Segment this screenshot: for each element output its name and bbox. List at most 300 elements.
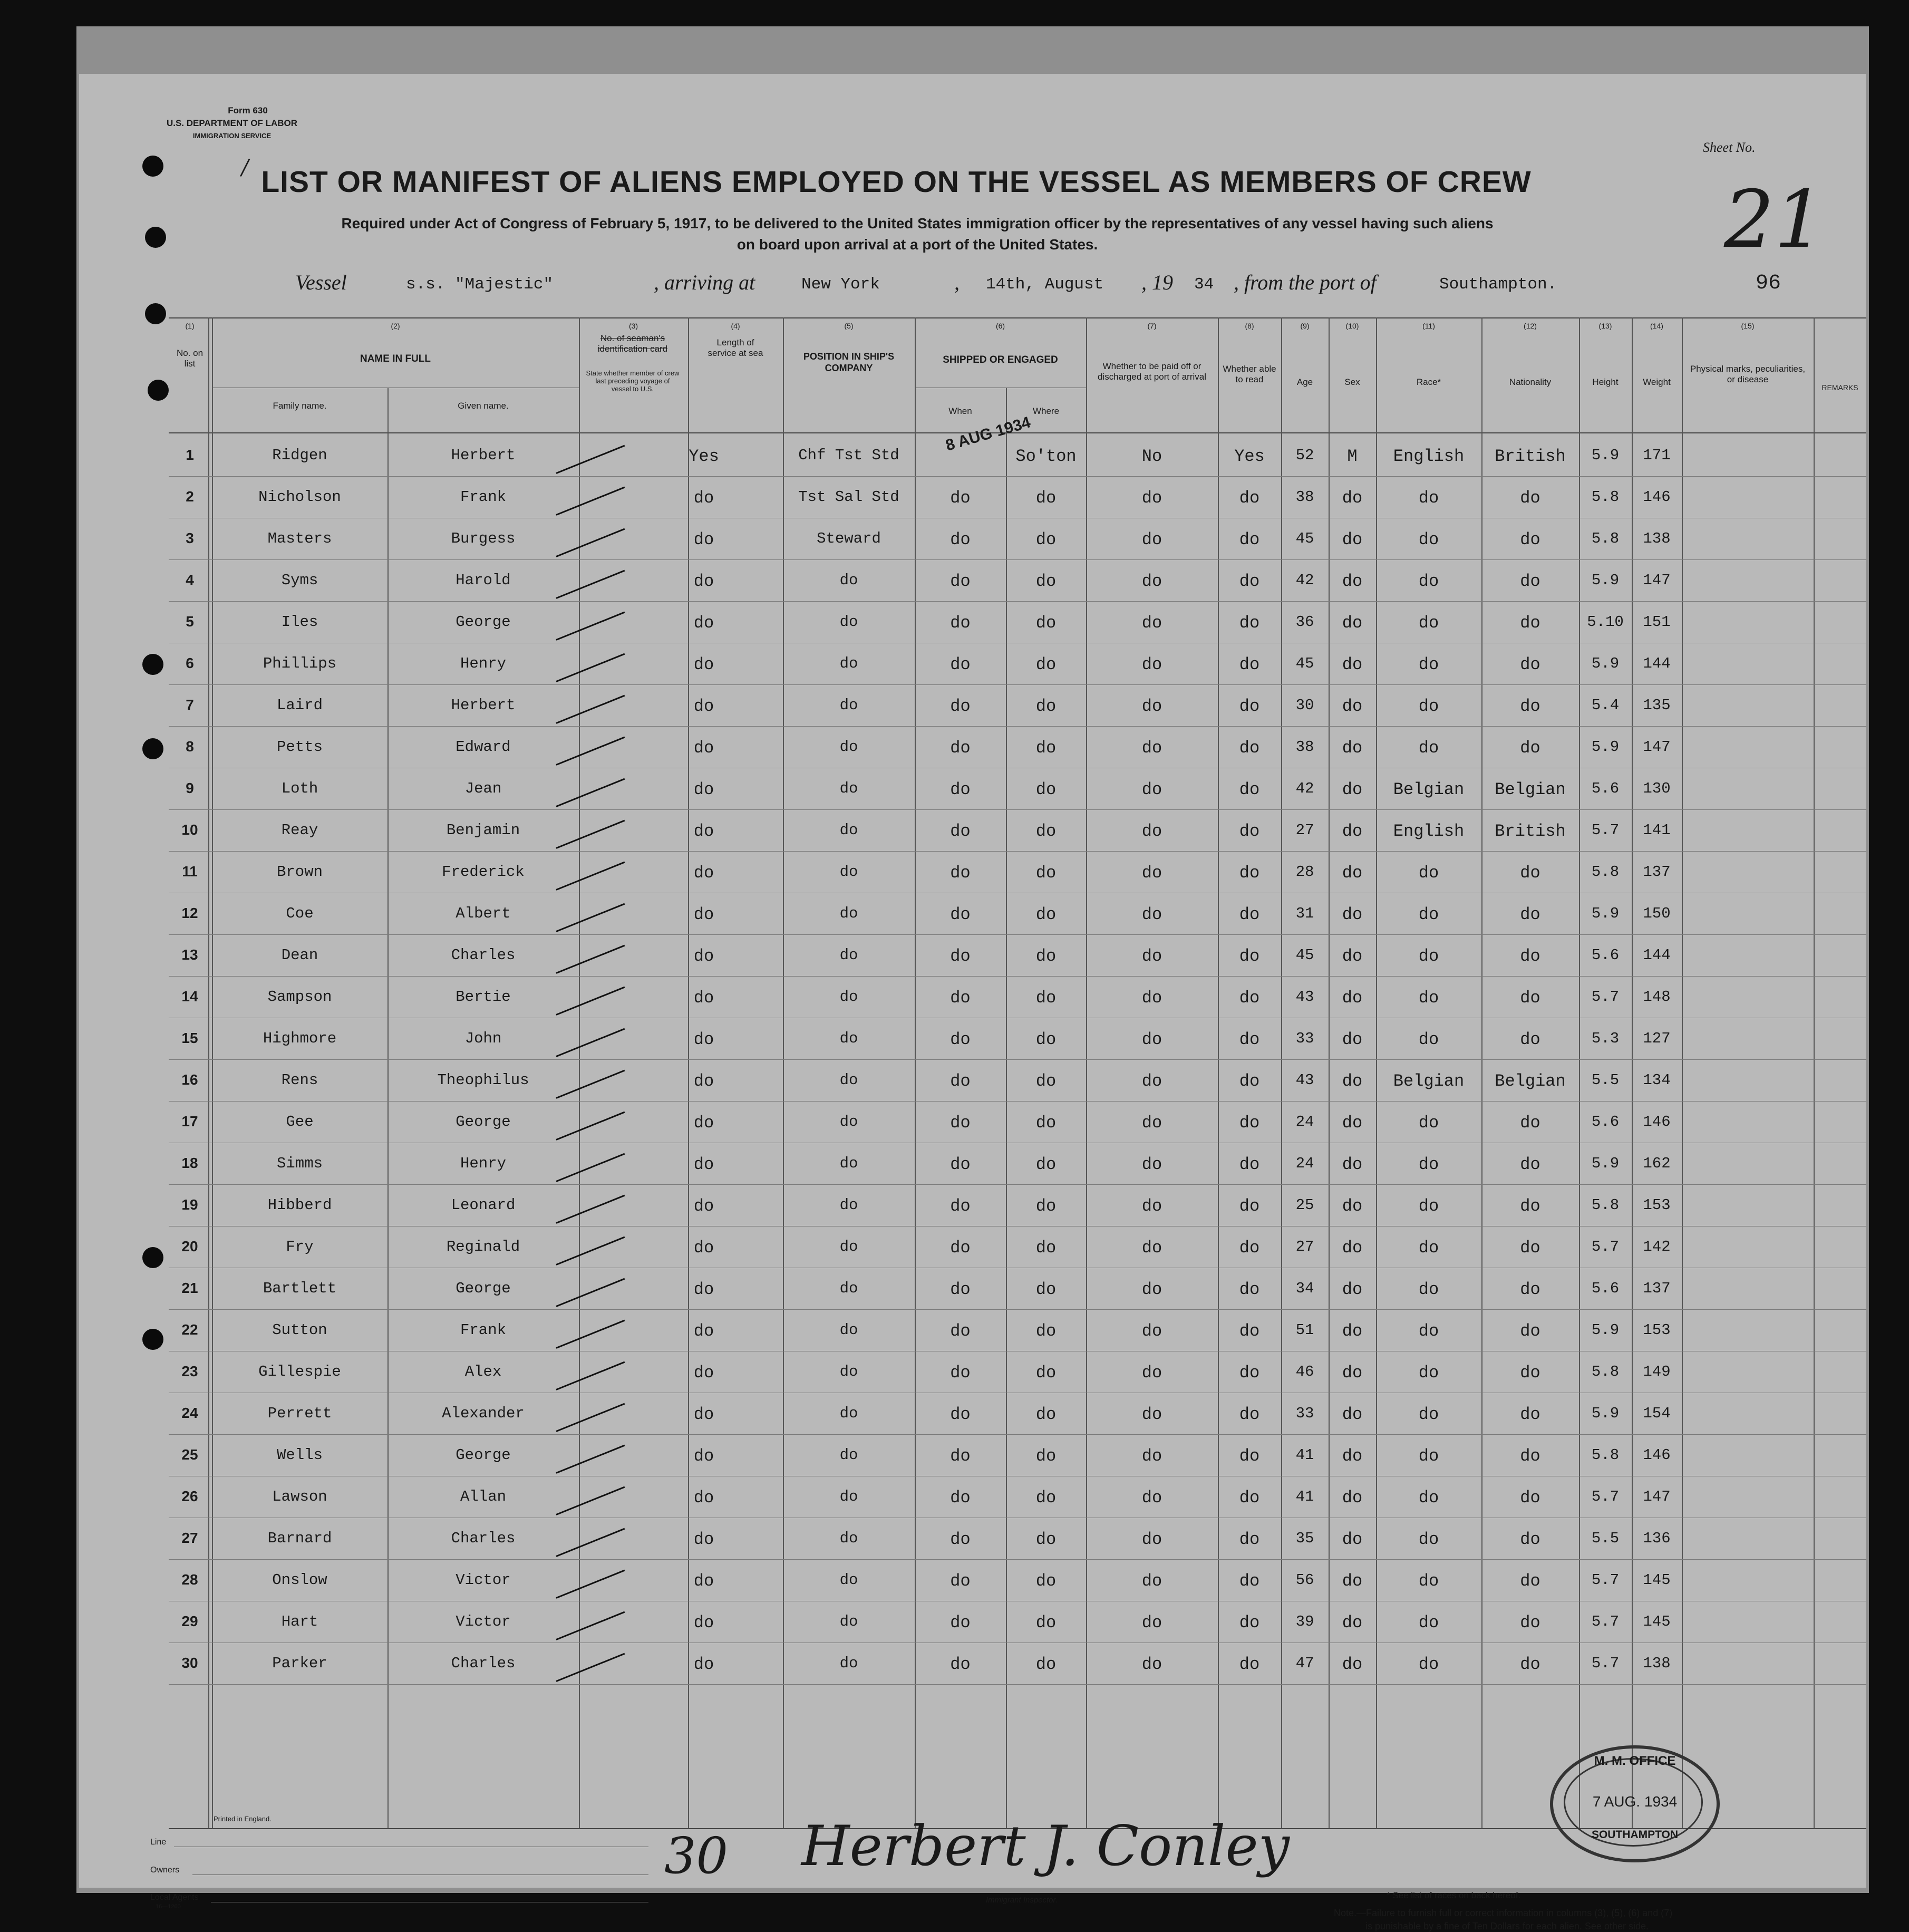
cell-where: do bbox=[1035, 863, 1057, 883]
cell-family: Onslow bbox=[272, 1571, 327, 1589]
table-row bbox=[79, 852, 1866, 893]
cell-where: do bbox=[1035, 1613, 1057, 1632]
cell-where: do bbox=[1035, 1155, 1057, 1174]
cell-race: English bbox=[1393, 822, 1465, 841]
cell-read: do bbox=[1239, 1071, 1260, 1091]
cell-card: Yes bbox=[689, 447, 719, 466]
cell-race: Belgian bbox=[1393, 780, 1465, 799]
cell-age: 36 bbox=[1295, 613, 1314, 631]
cell-pos: do bbox=[839, 946, 858, 964]
cell-when: do bbox=[950, 1613, 971, 1632]
cell-race: do bbox=[1418, 1113, 1439, 1133]
cell-read: do bbox=[1239, 1238, 1260, 1258]
cell-pos: do bbox=[839, 1113, 858, 1131]
cell-family: Brown bbox=[276, 863, 323, 881]
cell-given: Charles bbox=[451, 1530, 516, 1547]
cell-sex: do bbox=[1342, 697, 1363, 716]
cell-race: do bbox=[1418, 1155, 1439, 1174]
cell-paid: do bbox=[1141, 1030, 1162, 1049]
cell-family: Highmore bbox=[263, 1030, 337, 1047]
cell-read: do bbox=[1239, 1488, 1260, 1508]
cell-pos: do bbox=[839, 905, 858, 922]
arrival-date: 14th, August bbox=[986, 275, 1104, 294]
cell-pos: do bbox=[839, 1446, 858, 1464]
cell-age: 33 bbox=[1295, 1030, 1314, 1047]
cell-card: do bbox=[693, 655, 714, 674]
cell-paid: do bbox=[1141, 1071, 1162, 1091]
cell-n: 9 bbox=[186, 780, 194, 796]
cell-race: do bbox=[1418, 1030, 1439, 1049]
cell-given: Jean bbox=[464, 780, 502, 797]
col-num-7: (7) bbox=[1147, 322, 1157, 330]
cell-paid: do bbox=[1141, 822, 1162, 841]
cell-given: Harold bbox=[456, 572, 511, 589]
cell-read: do bbox=[1239, 530, 1260, 549]
cell-paid: do bbox=[1141, 1321, 1162, 1341]
cell-nat: do bbox=[1520, 1363, 1540, 1383]
cell-race: do bbox=[1418, 530, 1439, 549]
cell-age: 42 bbox=[1295, 780, 1314, 797]
cell-where: do bbox=[1035, 1113, 1057, 1133]
cell-paid: do bbox=[1141, 613, 1162, 633]
cell-height: 5.9 bbox=[1591, 447, 1620, 464]
cell-when: do bbox=[950, 1655, 971, 1674]
cell-sex: do bbox=[1342, 1321, 1363, 1341]
cell-age: 43 bbox=[1295, 1071, 1314, 1089]
cell-weight: 171 bbox=[1643, 447, 1671, 464]
cell-n: 4 bbox=[186, 572, 194, 588]
cell-when: do bbox=[950, 613, 971, 633]
cell-height: 5.7 bbox=[1591, 1571, 1620, 1589]
header-name-in-full: NAME IN FULL bbox=[360, 353, 431, 364]
cell-family: Fry bbox=[286, 1238, 314, 1255]
cell-nat: Belgian bbox=[1495, 1071, 1566, 1091]
cell-weight: 134 bbox=[1643, 1071, 1671, 1089]
cell-age: 33 bbox=[1295, 1405, 1314, 1422]
cell-height: 5.7 bbox=[1591, 1613, 1620, 1630]
printed-note: Printed in England. bbox=[214, 1815, 272, 1823]
table-row bbox=[79, 685, 1866, 726]
cell-age: 41 bbox=[1295, 1488, 1314, 1505]
cell-race: do bbox=[1418, 613, 1439, 633]
cell-race: do bbox=[1418, 1571, 1439, 1591]
col-num-3: (3) bbox=[628, 322, 638, 330]
cell-when: do bbox=[950, 1280, 971, 1299]
cell-where: do bbox=[1035, 1571, 1057, 1591]
cell-family: Dean bbox=[281, 946, 318, 964]
cell-card: do bbox=[693, 1238, 714, 1258]
cell-read: do bbox=[1239, 822, 1260, 841]
table-row bbox=[79, 1185, 1866, 1226]
table-row bbox=[79, 1226, 1866, 1268]
arriving-label: , arriving at bbox=[654, 271, 755, 294]
cell-family: Iles bbox=[281, 613, 318, 631]
cell-n: 28 bbox=[181, 1571, 198, 1588]
cell-paid: do bbox=[1141, 697, 1162, 716]
cell-n: 18 bbox=[181, 1155, 198, 1171]
fine-note-2: is punishable by a fine of Ten Dollars for each alien. See other side. bbox=[1365, 1921, 1649, 1931]
cell-height: 5.8 bbox=[1591, 1363, 1620, 1380]
cell-weight: 144 bbox=[1643, 655, 1671, 672]
cell-sex: do bbox=[1342, 572, 1363, 591]
cell-given: Herbert bbox=[451, 697, 516, 714]
cell-age: 25 bbox=[1295, 1196, 1314, 1214]
header-height: Height bbox=[1592, 377, 1619, 387]
cell-paid: do bbox=[1141, 863, 1162, 883]
header-when: When bbox=[948, 406, 972, 416]
cell-when: do bbox=[950, 655, 971, 674]
cell-age: 42 bbox=[1295, 572, 1314, 589]
cell-pos: do bbox=[839, 780, 858, 797]
cell-read: do bbox=[1239, 655, 1260, 674]
cell-paid: do bbox=[1141, 780, 1162, 799]
cell-race: do bbox=[1418, 1280, 1439, 1299]
cell-read: do bbox=[1239, 780, 1260, 799]
cell-nat: do bbox=[1520, 988, 1540, 1008]
table-row bbox=[79, 1518, 1866, 1559]
cell-where: do bbox=[1035, 1655, 1057, 1674]
cell-family: Sutton bbox=[272, 1321, 327, 1339]
cell-nat: do bbox=[1520, 572, 1540, 591]
table-row bbox=[79, 1560, 1866, 1601]
cell-where: do bbox=[1035, 1238, 1057, 1258]
cell-weight: 145 bbox=[1643, 1613, 1671, 1630]
cell-race: do bbox=[1418, 905, 1439, 924]
cell-where: do bbox=[1035, 1530, 1057, 1549]
cell-paid: do bbox=[1141, 1488, 1162, 1508]
cell-where: do bbox=[1035, 780, 1057, 799]
cell-when: do bbox=[950, 1363, 971, 1383]
cell-height: 5.9 bbox=[1591, 1155, 1620, 1172]
cell-nat: do bbox=[1520, 530, 1540, 549]
cell-weight: 162 bbox=[1643, 1155, 1671, 1172]
punch-hole bbox=[148, 380, 169, 401]
inspector-label: Immigrant Inspector. bbox=[986, 1896, 1058, 1905]
cell-sex: do bbox=[1342, 1446, 1363, 1466]
col-num-15: (15) bbox=[1741, 322, 1755, 330]
cell-height: 5.7 bbox=[1591, 988, 1620, 1006]
cell-family: Nicholson bbox=[258, 488, 341, 506]
cell-given: Alex bbox=[464, 1363, 502, 1380]
stamp-bottom-text: SOUTHAMPTON bbox=[1591, 1829, 1679, 1841]
cell-pos: Steward bbox=[817, 530, 881, 547]
col-num-9: (9) bbox=[1300, 322, 1310, 330]
cell-where: do bbox=[1035, 1030, 1057, 1049]
cell-given: Edward bbox=[456, 738, 511, 756]
cell-pos: do bbox=[839, 697, 858, 714]
cell-where: do bbox=[1035, 905, 1057, 924]
total-count: 30 bbox=[664, 1827, 728, 1885]
cell-sex: do bbox=[1342, 1280, 1363, 1299]
page-title: LIST OR MANIFEST OF ALIENS EMPLOYED ON THE VESSEL AS MEMBERS OF CREW bbox=[261, 165, 1532, 199]
cell-weight: 146 bbox=[1643, 1446, 1671, 1464]
cell-weight: 138 bbox=[1643, 1655, 1671, 1672]
cell-read: do bbox=[1239, 738, 1260, 758]
cell-family: Gee bbox=[286, 1113, 314, 1131]
tick-mark: / bbox=[241, 156, 249, 180]
cell-card: do bbox=[693, 822, 714, 841]
cell-age: 30 bbox=[1295, 697, 1314, 714]
cell-read: do bbox=[1239, 1530, 1260, 1549]
cell-sex: do bbox=[1342, 1196, 1363, 1216]
cell-card: do bbox=[693, 1113, 714, 1133]
cell-given: Henry bbox=[460, 1155, 506, 1172]
cell-when: do bbox=[950, 1155, 971, 1174]
cell-nat: British bbox=[1495, 447, 1566, 466]
cell-pos: do bbox=[839, 1571, 858, 1589]
cell-read: do bbox=[1239, 572, 1260, 591]
cell-age: 28 bbox=[1295, 863, 1314, 881]
cell-family: Syms bbox=[281, 572, 318, 589]
cell-pos: do bbox=[839, 655, 858, 672]
page-number: 96 bbox=[1756, 272, 1781, 295]
cell-read: do bbox=[1239, 1571, 1260, 1591]
cell-when: do bbox=[950, 988, 971, 1008]
cell-race: do bbox=[1418, 1321, 1439, 1341]
table-row bbox=[79, 1102, 1866, 1143]
cell-age: 45 bbox=[1295, 655, 1314, 672]
cell-sex: do bbox=[1342, 822, 1363, 841]
cell-nat: do bbox=[1520, 905, 1540, 924]
table-row bbox=[79, 810, 1866, 851]
cell-paid: do bbox=[1141, 988, 1162, 1008]
cell-pos: do bbox=[839, 572, 858, 589]
cell-pos: do bbox=[839, 1321, 858, 1339]
row-rule bbox=[169, 1684, 1866, 1685]
cell-family: Simms bbox=[276, 1155, 323, 1172]
cell-height: 5.7 bbox=[1591, 1488, 1620, 1505]
header-position: POSITION IN SHIP'S COMPANY bbox=[803, 351, 895, 373]
cell-race: do bbox=[1418, 1446, 1439, 1466]
cell-height: 5.6 bbox=[1591, 780, 1620, 797]
cell-read: do bbox=[1239, 1446, 1260, 1466]
cell-card: do bbox=[693, 1155, 714, 1174]
cell-given: Reginald bbox=[446, 1238, 520, 1255]
cell-pos: do bbox=[839, 1155, 858, 1172]
cell-where: do bbox=[1035, 988, 1057, 1008]
cell-weight: 149 bbox=[1643, 1363, 1671, 1380]
from-label: , from the port of bbox=[1234, 271, 1377, 294]
table-row bbox=[79, 935, 1866, 976]
cell-where: do bbox=[1035, 572, 1057, 591]
cell-card: do bbox=[693, 530, 714, 549]
cell-n: 11 bbox=[182, 863, 198, 880]
punch-hole bbox=[145, 303, 166, 324]
cell-card: do bbox=[693, 1071, 714, 1091]
cell-weight: 147 bbox=[1643, 738, 1671, 756]
cell-nat: do bbox=[1520, 1030, 1540, 1049]
cell-nat: do bbox=[1520, 738, 1540, 758]
cell-paid: do bbox=[1141, 738, 1162, 758]
cell-given: George bbox=[456, 1113, 511, 1131]
cell-paid: do bbox=[1141, 1571, 1162, 1591]
cell-given: Burgess bbox=[451, 530, 516, 547]
cell-sex: do bbox=[1342, 530, 1363, 549]
cell-height: 5.6 bbox=[1591, 1113, 1620, 1131]
cell-read: do bbox=[1239, 1613, 1260, 1632]
cell-family: Phillips bbox=[263, 655, 337, 672]
cell-given: Alexander bbox=[442, 1405, 525, 1422]
cell-when: do bbox=[950, 1571, 971, 1591]
cell-n: 12 bbox=[181, 905, 198, 921]
cell-card: do bbox=[693, 780, 714, 799]
cell-nat: do bbox=[1520, 1238, 1540, 1258]
cell-race: do bbox=[1418, 1530, 1439, 1549]
cell-card: do bbox=[693, 1280, 714, 1299]
form-identifier bbox=[142, 104, 322, 142]
department: U.S. DEPARTMENT OF LABOR bbox=[166, 118, 298, 128]
cell-card: do bbox=[693, 1196, 714, 1216]
service: IMMIGRATION SERVICE bbox=[192, 132, 272, 140]
cell-n: 7 bbox=[186, 697, 194, 713]
cell-pos: do bbox=[839, 1280, 858, 1297]
header-seaman-card: No. of seaman's identification card bbox=[597, 333, 668, 354]
cell-n: 23 bbox=[181, 1363, 198, 1379]
cell-where: So'ton bbox=[1015, 447, 1077, 466]
cell-weight: 144 bbox=[1643, 946, 1671, 964]
cell-card: do bbox=[693, 1363, 714, 1383]
cell-weight: 136 bbox=[1643, 1530, 1671, 1547]
cell-race: do bbox=[1418, 1238, 1439, 1258]
cell-read: do bbox=[1239, 1196, 1260, 1216]
cell-weight: 145 bbox=[1643, 1571, 1671, 1589]
cell-n: 27 bbox=[181, 1530, 198, 1546]
cell-paid: do bbox=[1141, 1196, 1162, 1216]
cell-when: do bbox=[950, 780, 971, 799]
cell-n: 8 bbox=[186, 738, 194, 755]
cell-n: 16 bbox=[181, 1071, 198, 1088]
cell-family: Masters bbox=[267, 530, 332, 547]
cell-height: 5.5 bbox=[1591, 1530, 1620, 1547]
cell-given: Charles bbox=[451, 946, 516, 964]
cell-card: do bbox=[693, 1446, 714, 1466]
cell-n: 25 bbox=[181, 1446, 198, 1463]
cell-where: do bbox=[1035, 613, 1057, 633]
cell-paid: do bbox=[1141, 572, 1162, 591]
col-num-14: (14) bbox=[1650, 322, 1663, 330]
header-given-name: Given name. bbox=[458, 401, 509, 411]
cell-weight: 127 bbox=[1643, 1030, 1671, 1047]
cell-family: Hibberd bbox=[267, 1196, 332, 1214]
cell-given: Frederick bbox=[442, 863, 525, 881]
cell-read: do bbox=[1239, 697, 1260, 716]
cell-n: 21 bbox=[181, 1280, 198, 1296]
cell-age: 39 bbox=[1295, 1613, 1314, 1630]
cell-height: 5.9 bbox=[1591, 655, 1620, 672]
cell-read: do bbox=[1239, 946, 1260, 966]
cell-n: 15 bbox=[181, 1030, 198, 1046]
year-prefix: , 19 bbox=[1141, 271, 1173, 294]
subtitle-line-1: Required under Act of Congress of February 5, 1917, to be delivered to the United States immigration officer by the representatives of any vessel having such aliens bbox=[341, 215, 1494, 231]
cell-nat: do bbox=[1520, 1530, 1540, 1549]
cell-read: do bbox=[1239, 988, 1260, 1008]
table-row bbox=[79, 1351, 1866, 1393]
cell-nat: do bbox=[1520, 1488, 1540, 1508]
table-row bbox=[79, 768, 1866, 809]
cell-sex: do bbox=[1342, 1071, 1363, 1091]
cell-where: do bbox=[1035, 697, 1057, 716]
cell-race: do bbox=[1418, 1405, 1439, 1424]
cell-read: do bbox=[1239, 1030, 1260, 1049]
header-no-on-list: No. on list bbox=[176, 348, 204, 369]
cell-sex: do bbox=[1342, 1113, 1363, 1133]
cell-card: do bbox=[693, 905, 714, 924]
cell-paid: do bbox=[1141, 1113, 1162, 1133]
cell-sex: do bbox=[1342, 1571, 1363, 1591]
header-nationality: Nationality bbox=[1509, 377, 1552, 387]
cell-age: 52 bbox=[1295, 447, 1314, 464]
cell-family: Wells bbox=[276, 1446, 323, 1464]
cell-nat: do bbox=[1520, 1155, 1540, 1174]
footer-form-code: 16—1260 bbox=[156, 1904, 181, 1910]
cell-race: do bbox=[1418, 738, 1439, 758]
cell-height: 5.6 bbox=[1591, 946, 1620, 964]
cell-where: do bbox=[1035, 1446, 1057, 1466]
cell-given: Bertie bbox=[456, 988, 511, 1006]
stamp-date-text: 7 AUG. 1934 bbox=[1592, 1793, 1678, 1810]
cell-given: John bbox=[464, 1030, 502, 1047]
cell-sex: M bbox=[1347, 447, 1358, 466]
cell-age: 45 bbox=[1295, 946, 1314, 964]
table-top-rule bbox=[169, 317, 1866, 318]
cell-when: do bbox=[950, 822, 971, 841]
cell-pos: do bbox=[839, 1613, 858, 1630]
cell-nat: do bbox=[1520, 488, 1540, 508]
sheet-number: 21 bbox=[1724, 174, 1825, 266]
cell-age: 56 bbox=[1295, 1571, 1314, 1589]
manifest-sheet: Form 630 U.S. DEPARTMENT OF LABOR IMMIGRATION SERVICE / Sheet No. 21 96 LIST OR MANIFEST OF ALIENS EMPLOYED ON THE VESSEL AS MEMBERS OF CREW Required under Act of Congress of February 5, 1917, to be delivered to the United States immigration officer by the representatives of any vessel having such aliens on board upon arrival at a port of the United States. Vessel s.s. "Majestic" , arriving at New York , 14th, August , 19 34 , from the port of Southampton. (1) No. on list (2) NAME IN FULL Family name. Given name. (3) No. of seaman's identification card State whether member of crew last preceding voyage of vessel to U.S. (4) Length of service at sea (5) POSITION IN SHIP'S COMPANY (6) SHIPPED OR ENGAGED When Where (7) Whether to be paid off or discharged at port of arrival (8) Whether able to read (9) Age (10) Sex (11) Race* (12) Nationality (13) Height (14) Weight (15) Physical marks, peculiarities, or disease REMARKS 1 Ridgen Herbert Yes Chf Tst Std So'ton No Yes 52 M English British 5.9 171 2 Nicholson Frank do Tst Sal Std do do do do 38 do do do 5.8 146 3 Masters Burgess do Steward do do do do 45 do do do 5.8 138 4 Syms Harold do do do do do do 42 do do do 5.9 147 5 Iles George do do do do do do 36 do do do 5.10 151 6 Phillips Henry do do do do do do 45 do do do 5.9 144 7 Laird Herbert do do do do do do 30 do do do 5.4 135 8 Petts Edward do do do do do do 38 do do do 5.9 147 9 Loth Jean do do do do do do 42 do Belgian Belgian 5.6 130 10 Reay Benjamin do do do do do do 27 do English British 5.7 141 11 Brown Frederick do do do do do do 28 do do do 5.8 137 12 Coe Albert do do do do do do 31 do do do 5.9 150 13 Dean Charles do do do do do do 45 do do do 5.6 144 14 Sampson Bertie do do do do do do 43 do do do 5.7 148 15 Highmore John do do do do do do 33 do do do 5.3 127 16 Rens Theophilus do do do do do do 43 do Belgian Belgian 5.5 134 17 Gee George do do do do do do 24 do do do 5.6 146 18 Simms Henry do do do do do do 24 do do do 5.9 162 19 Hibberd Leonard do do do do do do 25 do do do 5.8 153 20 Fry Reginald do do do do do do 27 do do do 5.7 142 21 Bartlett George do do do do do do 34 do do do 5.6 137 22 Sutton Frank do do do do do do 51 do do do 5.9 153 23 Gillespie Alex do do do do do do 46 do do do 5.8 149 24 Perrett Alexander do do do do do do 33 do do do 5.9 154 25 Wells George do do do do do do 41 do do do 5.8 146 26 Lawson Allan do do do do do do 41 do do do 5.7 147 27 Barnard Charles do do do do do do 35 do do do 5.5 136 28 Onslow Victor do do do do do do 56 do do do 5.7 145 29 Hart Victor do do do do do do 39 do do do 5.7 145 30 Parker Charles do do do do do do 47 do do do 5.7 138 8 AUG 1934 Printed in England. Line Owners Local Agents 16—1260 30 Herbert J. Conley Immigrant Inspector. * See list of races on back hereof. Note.—Failure to furnish full or correct information in columns (3), (5), (6) and (7) is punishable by a fine of Ten Dollars for each alien. See other side. M. M. OFFICE 7 AUG. 1934 SOUTHAMPTON bbox=[79, 74, 1866, 1888]
cell-when: do bbox=[950, 1321, 971, 1341]
cell-card: do bbox=[693, 697, 714, 716]
cell-age: 43 bbox=[1295, 988, 1314, 1006]
cell-when: do bbox=[950, 1113, 971, 1133]
cell-family: Lawson bbox=[272, 1488, 327, 1505]
cell-race: English bbox=[1393, 447, 1465, 466]
cell-weight: 138 bbox=[1643, 530, 1671, 547]
cell-sex: do bbox=[1342, 1530, 1363, 1549]
cell-card: do bbox=[693, 1571, 714, 1591]
cell-height: 5.7 bbox=[1591, 1238, 1620, 1255]
cell-race: do bbox=[1418, 1655, 1439, 1674]
cell-sex: do bbox=[1342, 863, 1363, 883]
cell-sex: do bbox=[1342, 1613, 1363, 1632]
cell-n: 19 bbox=[181, 1196, 198, 1213]
cell-given: Frank bbox=[460, 1321, 506, 1339]
cell-where: do bbox=[1035, 530, 1057, 549]
cell-when: do bbox=[950, 1196, 971, 1216]
cell-card: do bbox=[693, 946, 714, 966]
cell-family: Sampson bbox=[267, 988, 332, 1006]
table-row bbox=[79, 1643, 1866, 1684]
cell-when: do bbox=[950, 1071, 971, 1091]
cell-height: 5.8 bbox=[1591, 530, 1620, 547]
header-length-service: Length of service at sea bbox=[708, 337, 763, 358]
cell-age: 31 bbox=[1295, 905, 1314, 922]
office-stamp bbox=[1550, 1745, 1720, 1862]
cell-weight: 142 bbox=[1643, 1238, 1671, 1255]
cell-paid: No bbox=[1141, 447, 1162, 466]
cell-weight: 137 bbox=[1643, 863, 1671, 881]
cell-paid: do bbox=[1141, 1405, 1162, 1424]
cell-age: 38 bbox=[1295, 488, 1314, 506]
table-row bbox=[79, 727, 1866, 768]
cell-where: do bbox=[1035, 1196, 1057, 1216]
cell-where: do bbox=[1035, 822, 1057, 841]
cell-height: 5.8 bbox=[1591, 488, 1620, 506]
cell-nat: do bbox=[1520, 1655, 1540, 1674]
table-row bbox=[79, 560, 1866, 601]
cell-when: do bbox=[950, 1488, 971, 1508]
